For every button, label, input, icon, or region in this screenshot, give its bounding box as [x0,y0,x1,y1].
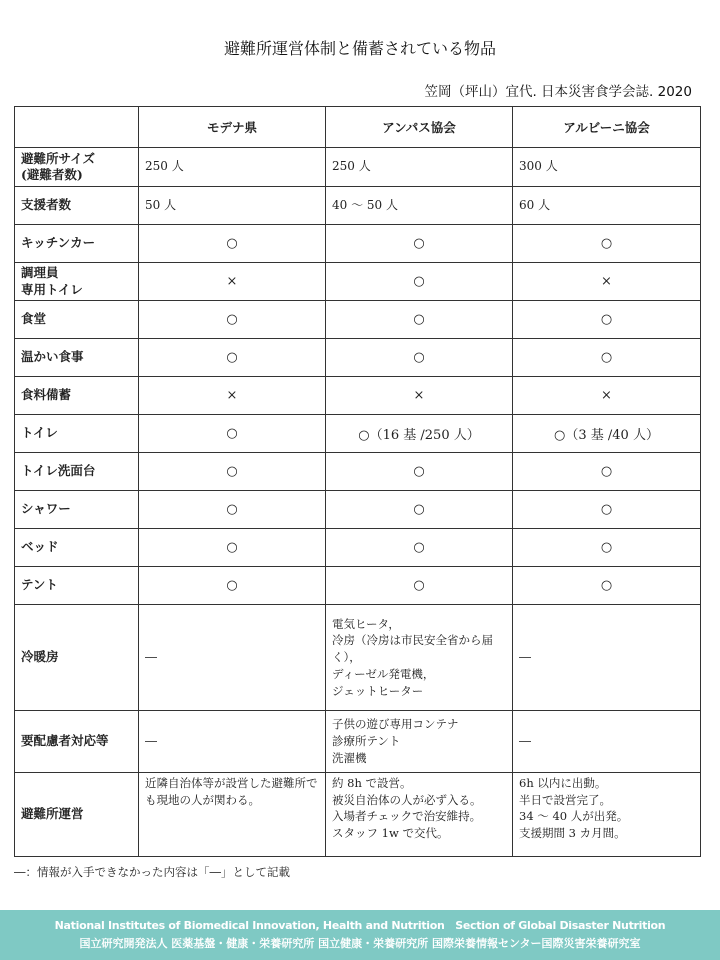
table-cell: 300 人 [513,148,701,187]
table-cell: ○（16 基 /250 人） [326,415,513,453]
footer-band [0,910,720,960]
table-cell: ○ [139,301,326,339]
table-cell: ○ [326,491,513,529]
table-cell: ○ [513,301,701,339]
footnote: ―：情報が入手できなかった内容は「―」として記載 [14,865,290,879]
row-label: 調理員 専用トイレ [15,263,139,301]
comparison-table [14,106,701,857]
table-cell: × [139,377,326,415]
table-cell: ○（3 基 /40 人） [513,415,701,453]
table-row [15,339,701,377]
row-label: 避難所運営 [15,773,139,857]
row-label: トイレ [15,415,139,453]
table-row [15,529,701,567]
table-cell: ○ [513,453,701,491]
table-cell: ○ [326,225,513,263]
table-cell: 50 人 [139,187,326,225]
table-cell: ○ [513,225,701,263]
table-row [15,225,701,263]
row-label: 避難所サイズ (避難者数) [15,148,139,187]
row-label: キッチンカー [15,225,139,263]
row-label: 要配慮者対応等 [15,711,139,773]
table-cell: ― [139,605,326,711]
table-cell: 電気ヒータ， 冷房（冷房は市民安全省から届く）， ディーゼル発電機， ジェットヒーター [326,605,513,711]
table-cell: ○ [326,567,513,605]
table-row [15,377,701,415]
table-cell: ○ [513,567,701,605]
table-cell: × [513,263,701,301]
table-row [15,773,701,857]
table-cell: ○ [139,529,326,567]
row-label: テント [15,567,139,605]
row-label: 食堂 [15,301,139,339]
table-cell: ― [513,711,701,773]
table-cell: 6h 以内に出動。 半日で設営完了。 34 〜 40 人が出発。 支援期間 3 カ月間。 [513,773,701,857]
citation: 笠岡（坪山）宜代. 日本災害食学会誌. 2020 [424,84,692,100]
table-cell: ○ [139,567,326,605]
table-cell: ○ [326,339,513,377]
header-cell-empty [15,107,139,148]
table-row [15,187,701,225]
table-row [15,491,701,529]
footer-japanese: 国立研究開発法人 医薬基盤・健康・栄養研究所 国立健康・栄養研究所 国際栄養情報センター国際災害栄養研究室 [79,937,641,950]
row-label: トイレ洗面台 [15,453,139,491]
page-title: 避難所運営体制と備蓄されている物品 [223,39,496,58]
table-row [15,263,701,301]
row-label: 冷暖房 [15,605,139,711]
table-row [15,301,701,339]
table-row [15,567,701,605]
table-cell: 250 人 [326,148,513,187]
row-label: 食料備蓄 [15,377,139,415]
table-cell: ○ [139,339,326,377]
table-cell: ○ [139,453,326,491]
table-cell: ○ [513,529,701,567]
table-cell: 約 8h で設営。 被災自治体の人が必ず入る。 入場者チェックで治安維持。 スタッフ 1w で交代。 [326,773,513,857]
table-cell: 40 〜 50 人 [326,187,513,225]
table-row [15,148,701,187]
table-row [15,711,701,773]
table-cell: × [139,263,326,301]
table-cell: ○ [326,453,513,491]
table-cell: ○ [326,263,513,301]
table-cell: 60 人 [513,187,701,225]
table-cell: ○ [139,225,326,263]
header-cell-anpas: アンパス協会 [326,107,513,148]
table-cell: × [513,377,701,415]
table-cell: ○ [139,491,326,529]
table-cell: 近隣自治体等が設営した避難所でも現地の人が関わる。 [139,773,326,857]
table-cell: ○ [326,301,513,339]
table-cell: ○ [513,339,701,377]
table-cell: 子供の遊び専用コンテナ 診療所テント 洗濯機 [326,711,513,773]
table-cell: ○ [139,415,326,453]
footer-english: National Institutes of Biomedical Innovation, Health and Nutrition Section of Global Disaster Nutrition [54,919,666,932]
header-cell-modena: モデナ県 [139,107,326,148]
table-cell: ○ [326,529,513,567]
table-cell: 250 人 [139,148,326,187]
table-cell: × [326,377,513,415]
header-cell-albini: アルビーニ協会 [513,107,701,148]
table-cell: ― [513,605,701,711]
table-row [15,605,701,711]
table-cell: ― [139,711,326,773]
row-label: 温かい食事 [15,339,139,377]
table-row [15,415,701,453]
row-label: シャワー [15,491,139,529]
row-label: ベッド [15,529,139,567]
table-cell: ○ [513,491,701,529]
row-label: 支援者数 [15,187,139,225]
table-header-row [15,107,701,148]
table-row [15,453,701,491]
